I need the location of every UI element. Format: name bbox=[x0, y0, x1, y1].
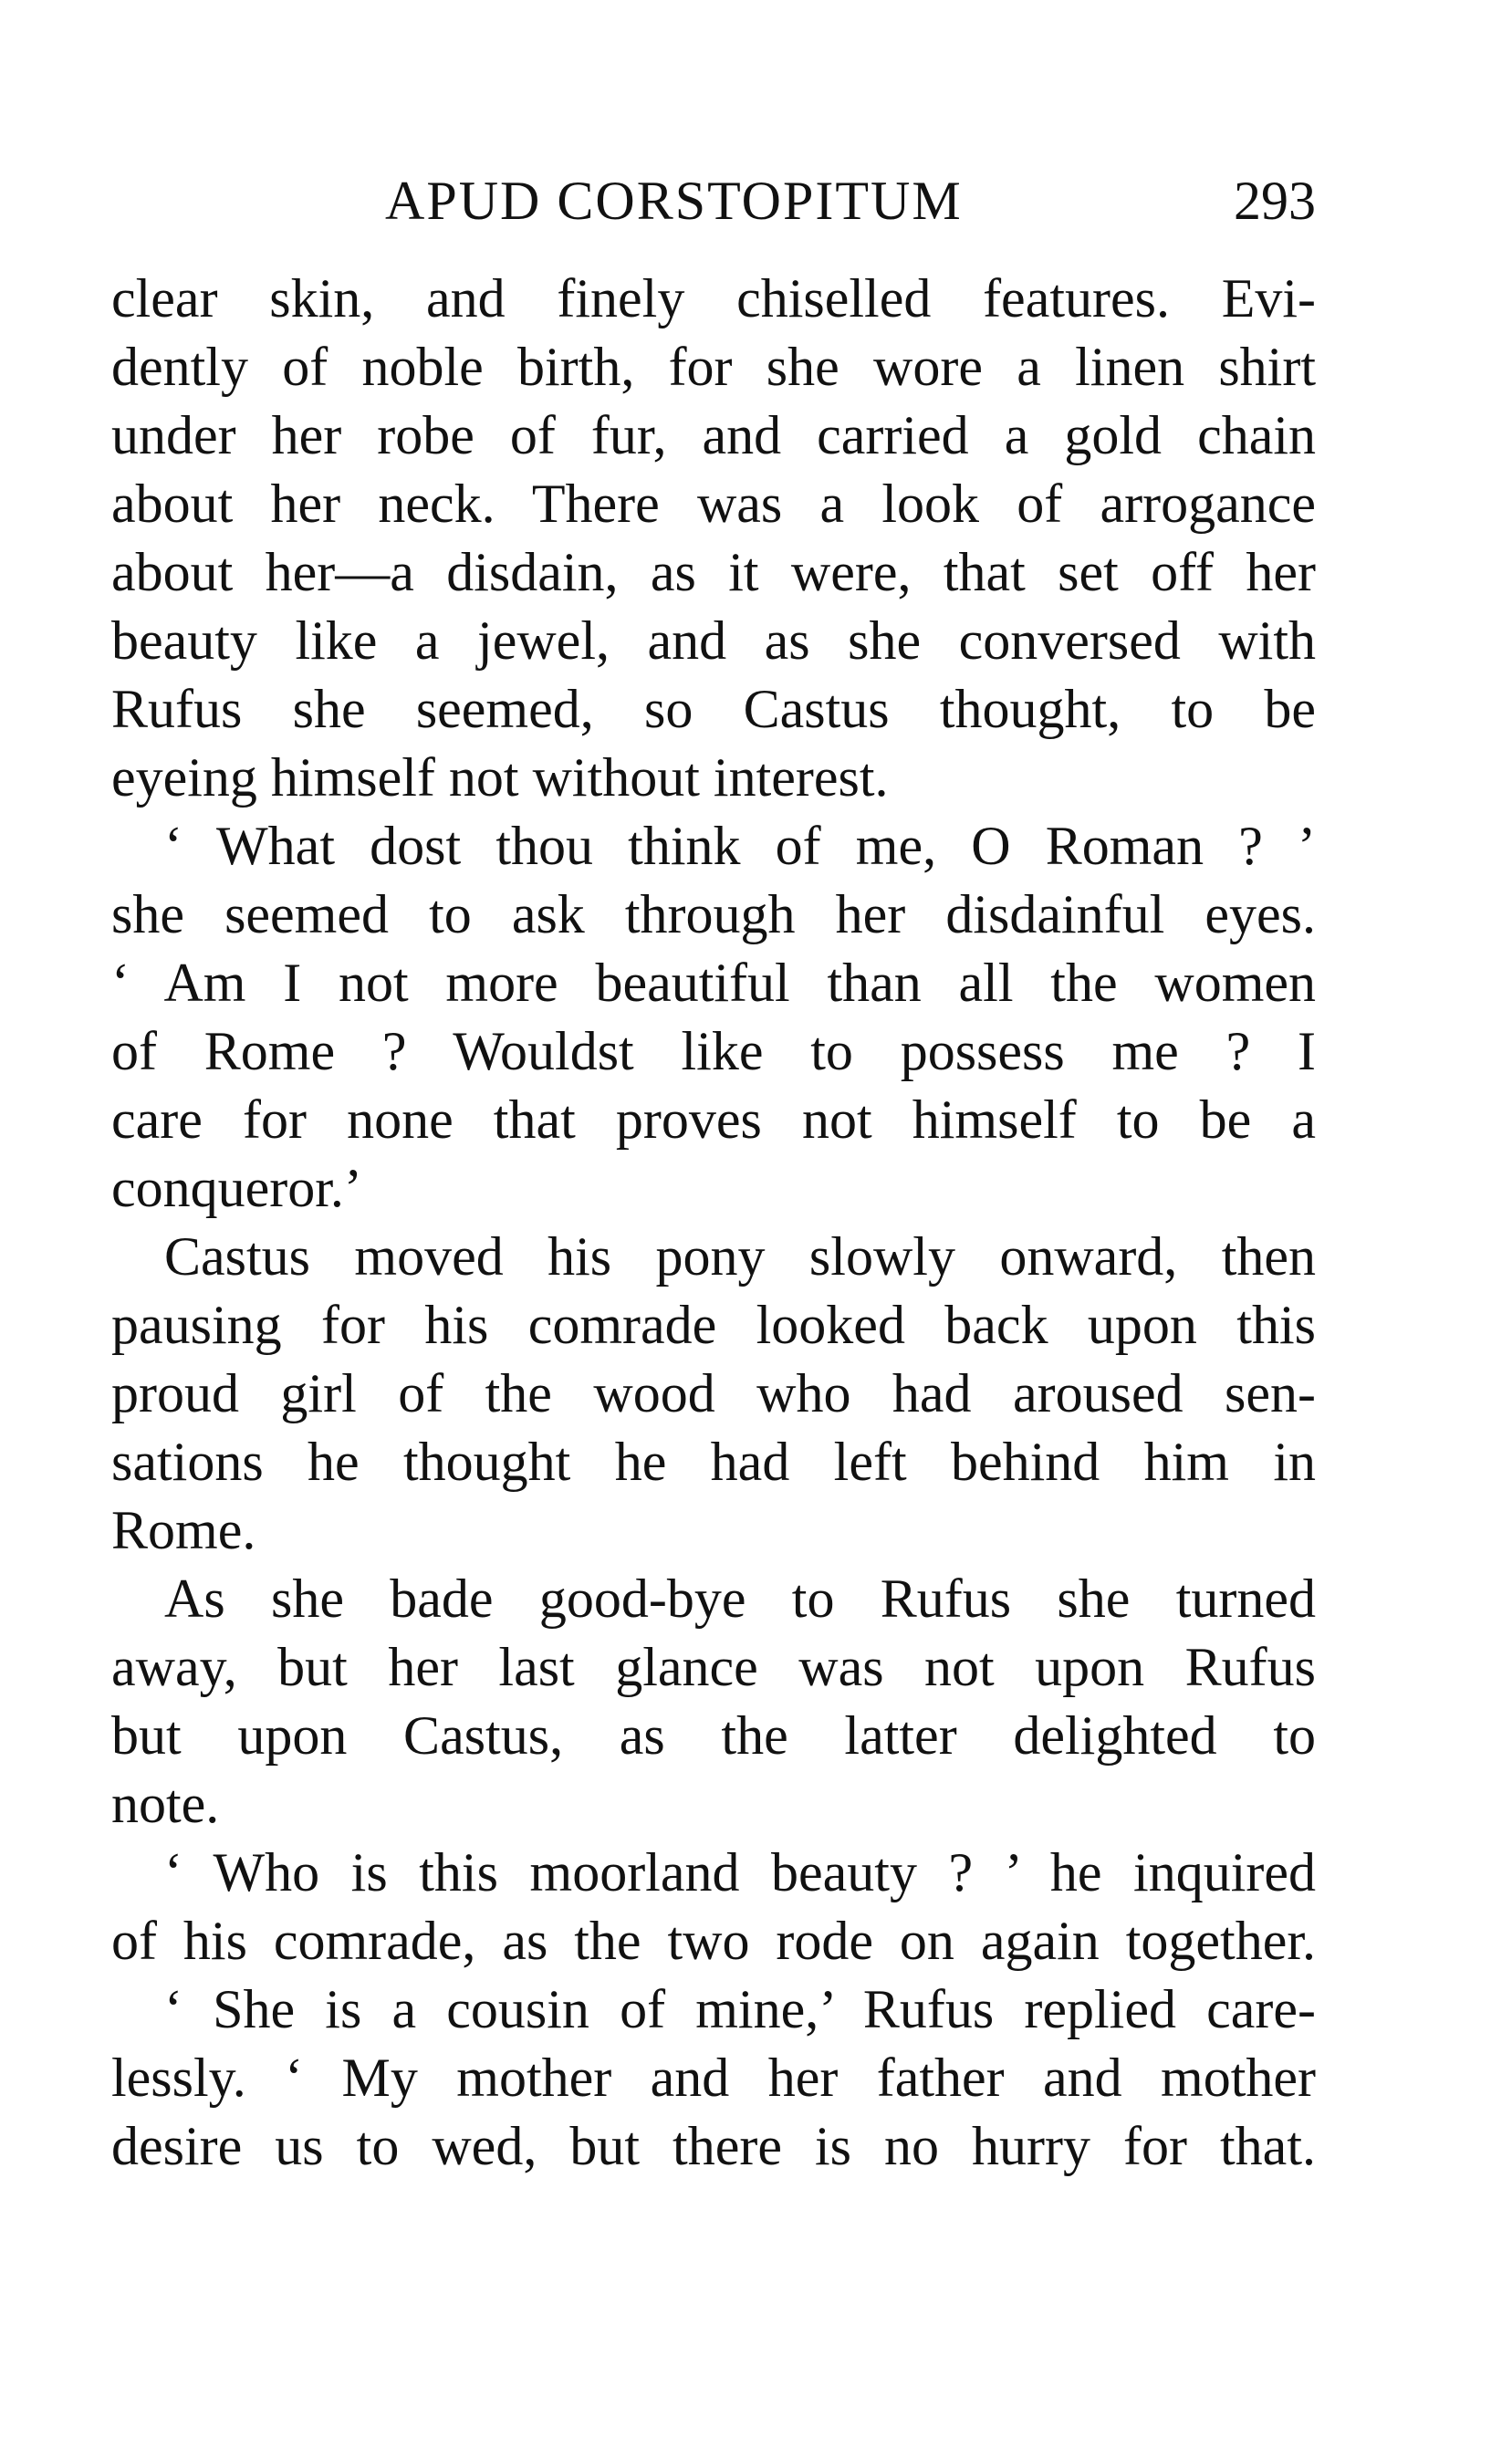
text-line: eyeing himself not without interest. bbox=[111, 747, 889, 808]
running-head bbox=[111, 164, 1316, 237]
text-line: proud girl of the wood who had aroused sen- bbox=[111, 1363, 1316, 1423]
body-text bbox=[111, 265, 1316, 2181]
text-line: desire us to wed, but there is no hurry for that. bbox=[111, 2116, 1316, 2176]
text-line: she seemed to ask through her disdainful eyes. bbox=[111, 884, 1316, 944]
running-title: APUD CORSTOPITUM bbox=[385, 171, 963, 231]
text-line: dently of noble birth, for she wore a linen shirt bbox=[111, 337, 1316, 397]
text-line: sations he thought he had left behind him in bbox=[111, 1432, 1316, 1492]
text-line: lessly. ‘ My mother and her father and mother bbox=[111, 2048, 1316, 2108]
text-line: As she bade good-bye to Rufus she turned bbox=[164, 1569, 1316, 1629]
text-line: Rome. bbox=[111, 1500, 256, 1560]
text-line: about her—a disdain, as it were, that set off her bbox=[111, 542, 1316, 602]
text-line: under her robe of fur, and carried a gold chain bbox=[111, 405, 1316, 465]
text-line: clear skin, and finely chiselled features. Evi- bbox=[111, 268, 1316, 328]
text-line: ‘ She is a cousin of mine,’ Rufus replied care- bbox=[164, 1979, 1316, 2039]
text-line: conqueror.’ bbox=[111, 1158, 362, 1218]
text-line: pausing for his comrade looked back upon this bbox=[111, 1295, 1316, 1355]
text-line: beauty like a jewel, and as she conversed with bbox=[111, 610, 1316, 671]
text-line: Castus moved his pony slowly onward, then bbox=[164, 1226, 1316, 1287]
text-line: away, but her last glance was not upon Rufus bbox=[111, 1637, 1316, 1697]
text-line: ‘ What dost thou think of me, O Roman ? ’ bbox=[164, 816, 1316, 876]
text-line: ‘ Am I not more beautiful than all the women bbox=[111, 953, 1316, 1013]
text-line: of Rome ? Wouldst like to possess me ? I bbox=[111, 1021, 1316, 1081]
text-line: Rufus she seemed, so Castus thought, to be bbox=[111, 679, 1316, 739]
text-line: ‘ Who is this moorland beauty ? ’ he inquired bbox=[164, 1842, 1316, 1902]
text-line: but upon Castus, as the latter delighted to bbox=[111, 1705, 1316, 1766]
text-line: note. bbox=[111, 1774, 220, 1834]
text-line: of his comrade, as the two rode on again together. bbox=[111, 1911, 1316, 1971]
text-line: care for none that proves not himself to be a bbox=[111, 1089, 1316, 1150]
text-line: about her neck. There was a look of arrogance bbox=[111, 474, 1316, 534]
page-number: 293 bbox=[1234, 171, 1316, 231]
